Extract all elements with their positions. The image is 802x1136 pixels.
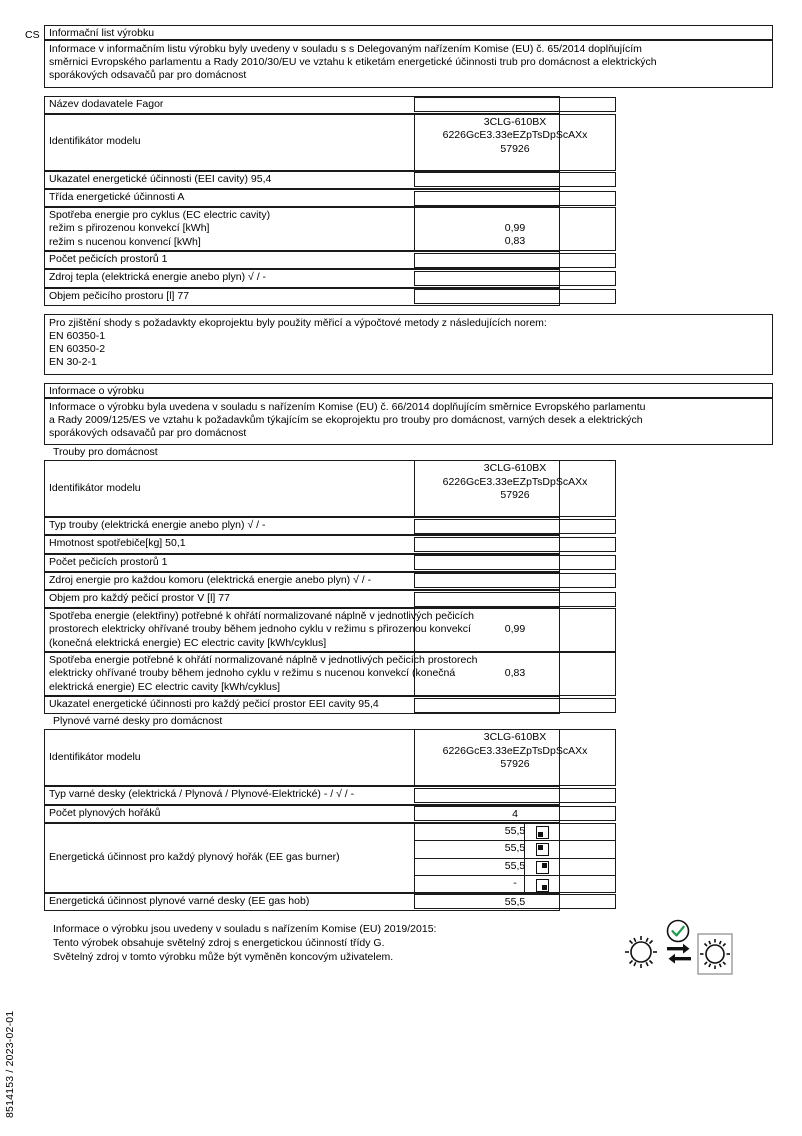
row-label: Typ varné desky (elektrická / Plynová / Plynové-Elektrické) - / √ / - xyxy=(44,786,560,804)
table-row xyxy=(44,696,773,714)
row-value xyxy=(414,271,616,286)
model-line-1: 3CLG-610BX xyxy=(483,731,547,744)
intro-line-1: Informace v informačním listu výrobku byly uvedeny v souladu s s Delegovaným nařízením Komise (EU) č. 65/2014 doplňujícím xyxy=(49,43,642,55)
model-line-3: 57926 xyxy=(500,758,530,771)
model-line-3: 57926 xyxy=(500,142,530,155)
row-value xyxy=(414,207,616,251)
row-label: Identifikátor modelu xyxy=(44,729,560,786)
energy-consumption-title: Spotřeba energie pro cyklus (EC electric cavity) xyxy=(49,209,271,222)
row-value xyxy=(414,788,616,803)
row-label: Ukazatel energetické účinnosti (EEI cavity) 95,4 xyxy=(44,171,560,189)
row-label: Typ trouby (elektrická energie anebo plyn) √ / - xyxy=(44,517,560,535)
row-label: Energetická účinnost pro každý plynový hořák (EE gas burner) xyxy=(45,824,525,892)
burner-value-3: 55,5 xyxy=(414,858,616,876)
table-row xyxy=(44,251,773,269)
burner-position-bottom-right-icon xyxy=(536,879,549,892)
natural-convection-value: 0,99 xyxy=(504,222,526,235)
row-value xyxy=(414,172,616,187)
page-title: Informační list výrobku xyxy=(44,25,773,40)
burner-position-top-right-icon xyxy=(536,861,549,874)
row-label: Objem pečicího prostoru [l] 77 xyxy=(44,288,560,306)
gas-hob-efficiency-value: 55,5 xyxy=(414,894,616,909)
row-label: Počet pečicích prostorů 1 xyxy=(44,251,560,269)
row-label: Objem pro každý pečicí prostor V [l] 77 xyxy=(44,590,560,608)
intro-line-3: sporákových odsavačů par pro domácnost xyxy=(49,69,247,82)
intro-paragraph xyxy=(44,40,773,88)
footer-line-3: Světelný zdroj v tomto výrobku může být vyměněn koncovým uživatelem. xyxy=(53,951,394,964)
row-value: 0,99 xyxy=(414,608,616,652)
model-line-3: 57926 xyxy=(500,489,530,502)
table-row xyxy=(44,269,773,287)
ec-natural-line-3: (konečná elektrická energie) EC electric cavity [kWh/cyklus] xyxy=(49,636,327,649)
table-row xyxy=(44,608,773,652)
row-label: Energetická účinnost plynové varné desky (EE gas hob) xyxy=(44,893,560,911)
table-row xyxy=(44,114,773,171)
ovens-subheading: Trouby pro domácnost xyxy=(53,446,158,459)
check-circle-icon xyxy=(668,921,689,942)
forced-convection-value: 0,83 xyxy=(504,235,526,248)
row-value xyxy=(414,573,616,588)
model-identifier-value xyxy=(414,729,616,786)
row-label: Hmotnost spotřebiče[kg] 50,1 xyxy=(44,535,560,553)
ec-forced-line-3: elektrická energie) EC electric cavity [kWh/cyklus] xyxy=(49,680,281,693)
table-row xyxy=(44,893,773,911)
table-row xyxy=(44,171,773,189)
table-row xyxy=(44,517,773,535)
product-info-line-1: Informace o výrobku byla uvedena v souladu s nařízením Komise (EU) č. 66/2014 doplňujícím směrnice Evropského parlamentu xyxy=(49,400,646,413)
footer-text xyxy=(53,922,436,964)
burner-icon-cell-4 xyxy=(525,876,559,894)
burner-value-1: 55,5 xyxy=(414,823,616,841)
ec-forced-line-1: Spotřeba energie potřebné k ohřátí normalizované náplně v jednotlivých pečicích prostorech xyxy=(49,654,478,667)
row-label: Ukazatel energetické účinnosti pro každý pečicí prostor EEI cavity 95,4 xyxy=(44,696,560,714)
model-identifier-value xyxy=(414,114,616,171)
table-row xyxy=(44,805,773,823)
row-label: Název dodavatele Fagor xyxy=(44,96,560,114)
table-row xyxy=(44,535,773,553)
intro-line-2: směrnici Evropského parlamentu a Rady 2010/30/EU ve vztahu k etiketám energetické účinnosti trub pro domácnost a elektrických xyxy=(49,56,657,69)
burner-icon-cell-3 xyxy=(525,859,559,877)
model-identifier-value xyxy=(414,460,616,517)
row-label: Zdroj energie pro každou komoru (elektrická energie anebo plyn) √ / - xyxy=(44,572,560,590)
burner-value-2: 55,5 xyxy=(414,840,616,858)
row-value xyxy=(414,519,616,534)
burner-efficiency-label-group xyxy=(44,823,560,893)
table-row xyxy=(44,288,773,306)
table-row xyxy=(44,96,773,114)
ec-forced-line-2: elektricky ohřívané trouby během jednoho cyklu v režimu s nucenou konvekcí (konečná xyxy=(49,667,456,680)
standard-en-60350-1: EN 60350-1 xyxy=(49,330,106,343)
row-value xyxy=(414,698,616,713)
table-row xyxy=(44,652,773,696)
row-label: Zdroj tepla (elektrická energie anebo plyn) √ / - xyxy=(44,269,560,287)
standards-intro: Pro zjištění shody s požadavkty ekoprojektu byly použity měřicí a výpočtové metody z následujících norem: xyxy=(49,316,547,329)
lamp-replaceable-by-end-user-icon xyxy=(619,918,734,976)
row-value xyxy=(414,555,616,570)
model-line-1: 3CLG-610BX xyxy=(483,462,547,475)
table-row xyxy=(44,460,773,517)
row-label: Třída energetické účinnosti A xyxy=(44,189,560,207)
table-row xyxy=(44,189,773,207)
ovens-table xyxy=(44,460,773,714)
product-info-line-2: a Rady 2009/125/ES ve vztahu k požadavkům týkajícím se ekoprojektu pro trouby pro domácnost, varných desek a elektrických xyxy=(49,413,643,426)
footer-section xyxy=(44,922,773,982)
burner-icon-cell-2 xyxy=(525,841,559,859)
row-label: Počet plynových hořáků xyxy=(44,805,560,823)
table-row xyxy=(44,572,773,590)
burner-efficiency-row xyxy=(44,823,773,893)
burner-value-4: - xyxy=(414,875,616,893)
row-value xyxy=(414,537,616,552)
hobs-subheading: Plynové varné desky pro domácnost xyxy=(53,715,223,728)
row-value xyxy=(414,97,616,112)
burner-position-icons xyxy=(525,824,559,892)
burner-icon-cell-1 xyxy=(525,824,559,842)
table-row xyxy=(44,207,773,251)
row-label: Identifikátor modelu xyxy=(44,460,560,517)
burner-position-top-left-icon xyxy=(536,843,549,856)
row-label: Identifikátor modelu xyxy=(44,114,560,171)
standard-en-60350-2: EN 60350-2 xyxy=(49,343,106,356)
burner-count-value: 4 xyxy=(414,806,616,821)
table-row xyxy=(44,554,773,572)
language-code: CS xyxy=(25,29,40,41)
table-row xyxy=(44,590,773,608)
row-value xyxy=(414,191,616,206)
burner-position-bottom-left-icon xyxy=(536,826,549,839)
standards-box xyxy=(44,314,773,375)
fiche-table xyxy=(44,96,773,306)
row-label: Počet pečicích prostorů 1 xyxy=(44,554,560,572)
row-value xyxy=(414,592,616,607)
footer-line-2: Tento výrobek obsahuje světelný zdroj s energetickou účinností třídy G. xyxy=(53,937,385,950)
table-row xyxy=(44,729,773,786)
model-line-2: 6226GcE3.33eEZpTsDpScAXx xyxy=(442,744,588,757)
natural-convection-label: režim s přirozenou konvekcí [kWh] xyxy=(49,222,210,235)
product-info-line-3: sporákových odsavačů par pro domácnost xyxy=(49,427,247,440)
hobs-table xyxy=(44,729,773,911)
footer-line-1: Informace o výrobku jsou uvedeny v souladu s nařízením Komise (EU) 2019/2015: xyxy=(53,923,437,936)
ec-natural-line-2: prostorech elektricky ohřívané trouby během jednoho cyklu v režimu s přirozenou konvekcí xyxy=(49,623,471,636)
model-line-1: 3CLG-610BX xyxy=(483,115,547,128)
row-value xyxy=(414,253,616,268)
product-info-paragraph xyxy=(44,398,773,446)
product-info-title: Informace o výrobku xyxy=(44,383,773,398)
document-content xyxy=(44,25,773,982)
forced-convection-label: režim s nucenou konvencí [kWh] xyxy=(49,235,201,248)
document-code: 8514153 / 2023-02-01 xyxy=(4,1010,16,1118)
row-value: 0,83 xyxy=(414,652,616,696)
standard-en-30-2-1: EN 30-2-1 xyxy=(49,356,97,369)
ec-natural-line-1: Spotřeba energie (elektřiny) potřebné k ohřátí normalizované náplně v jednotlivých pečicích xyxy=(49,610,474,623)
table-row xyxy=(44,786,773,804)
row-value xyxy=(414,289,616,304)
model-line-2: 6226GcE3.33eEZpTsDpScAXx xyxy=(442,129,588,142)
model-line-2: 6226GcE3.33eEZpTsDpScAXx xyxy=(442,475,588,488)
